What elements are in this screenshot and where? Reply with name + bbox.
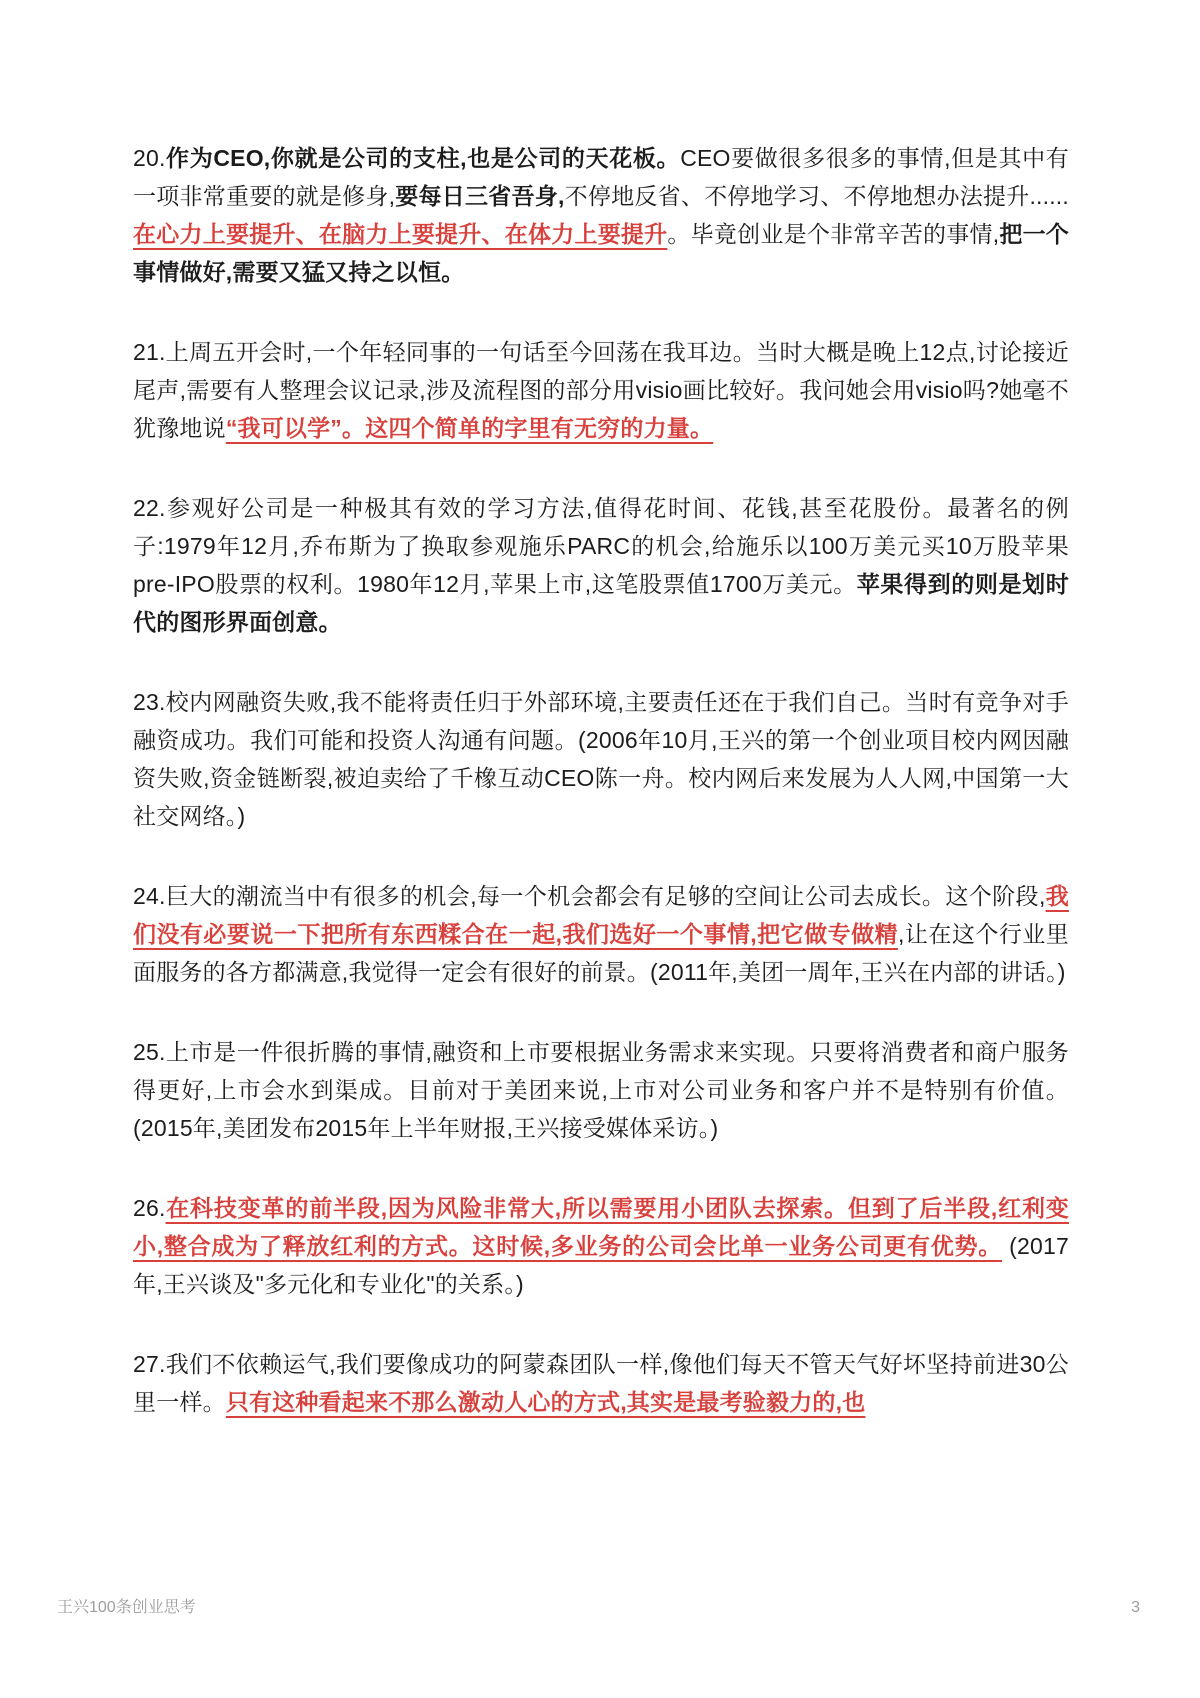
text-segment: 我们不依赖运气,我们要像成功的阿蒙森团队一样,像他们每天不管天气好坏坚持前进30公里一样。 <box>133 1351 1069 1415</box>
highlighted-text: 只有这种看起来不那么激动人心的方式,其实是最考验毅力的,也 <box>225 1389 866 1415</box>
footer-doc-title: 王兴100条创业思考 <box>57 1599 196 1616</box>
text-segment: 不停地反省、不停地学习、不停地想办法提升...... <box>564 183 1069 209</box>
highlighted-text: 在心力上要提升、在脑力上要提升、在体力上要提升 <box>133 221 668 247</box>
highlighted-text: 在科技变革的前半段,因为风险非常大,所以需要用小团队去探索。但到了后半段,红利变小,整合成为了释放红利的方式。这时候,多业务的公司会比单一业务公司更有优势。 <box>133 1195 1069 1259</box>
list-item-21 <box>133 333 1069 447</box>
list-item-26 <box>133 1189 1069 1303</box>
item-number: 22. <box>133 495 166 521</box>
highlighted-text: “我可以学”。这四个简单的字里有无穷的力量。 <box>225 415 714 441</box>
text-segment: 巨大的潮流当中有很多的机会,每一个机会都会有足够的空间让公司去成长。这个阶段, <box>165 883 1046 909</box>
list-item-22 <box>133 489 1069 641</box>
page-footer <box>57 1594 1140 1617</box>
list-item-23 <box>133 683 1069 835</box>
text-segment: 苹果得到的则是划时代的图形界面创意。 <box>133 571 1069 635</box>
item-number: 27. <box>133 1351 166 1377</box>
text-segment: ,让在这个行业里面服务的各方都满意,我觉得一定会有很好的前景。(2011年,美团一周年,王兴在内部的讲话。) <box>133 921 1069 985</box>
text-segment: 把一个事情做好,需要又猛又持之以恒。 <box>133 221 1070 285</box>
text-segment: 要每日三省吾身, <box>395 183 565 209</box>
list-item-24 <box>133 877 1069 991</box>
content-area <box>133 139 1069 1463</box>
item-number: 26. <box>133 1195 166 1221</box>
list-item-27 <box>133 1345 1069 1421</box>
text-segment: 。毕竟创业是个非常辛苦的事情, <box>667 221 1000 247</box>
text-segment: 上周五开会时,一个年轻同事的一句话至今回荡在我耳边。当时大概是晚上12点,讨论接近尾声,需要有人整理会议记录,涉及流程图的部分用visio画比较好。我问她会用visio吗?她毫不犹豫地说 <box>133 339 1069 441</box>
text-segment: 作为CEO,你就是公司的支柱,也是公司的天花板。 <box>165 145 681 171</box>
item-number: 25. <box>133 1039 166 1065</box>
item-number: 21. <box>133 339 166 365</box>
list-item-20 <box>133 139 1069 291</box>
list-item-25 <box>133 1033 1069 1147</box>
highlighted-text: 我们没有必要说一下把所有东西糅合在一起,我们选好一个事情,把它做专做精 <box>133 883 1069 947</box>
item-number: 23. <box>133 689 166 715</box>
item-number: 20. <box>133 145 166 171</box>
item-number: 24. <box>133 883 166 909</box>
page-number: 3 <box>1131 1599 1140 1616</box>
text-segment: CEO要做很多很多的事情,但是其中有一项非常重要的就是修身, <box>133 145 1069 209</box>
text-segment: 校内网融资失败,我不能将责任归于外部环境,主要责任还在于我们自己。当时有竞争对手融资成功。我们可能和投资人沟通有问题。(2006年10月,王兴的第一个创业项目校内网因融资失败,资金链断裂,被迫卖给了千橡互动CEO陈一舟。校内网后来发展为人人网,中国第一大社交网络。) <box>133 689 1069 829</box>
text-segment: (2017年,王兴谈及"多元化和专业化"的关系。) <box>133 1233 1069 1297</box>
text-segment: 参观好公司是一种极其有效的学习方法,值得花时间、花钱,甚至花股份。最著名的例子:1979年12月,乔布斯为了换取参观施乐PARC的机会,给施乐以100万美元买10万股苹果pre-IPO股票的权利。1980年12月,苹果上市,这笔股票值1700万美元。 <box>133 495 1069 597</box>
text-segment: 上市是一件很折腾的事情,融资和上市要根据业务需求来实现。只要将消费者和商户服务得更好,上市会水到渠成。目前对于美团来说,上市对公司业务和客户并不是特别有价值。(2015年,美团发布2015年上半年财报,王兴接受媒体采访。) <box>133 1039 1069 1141</box>
